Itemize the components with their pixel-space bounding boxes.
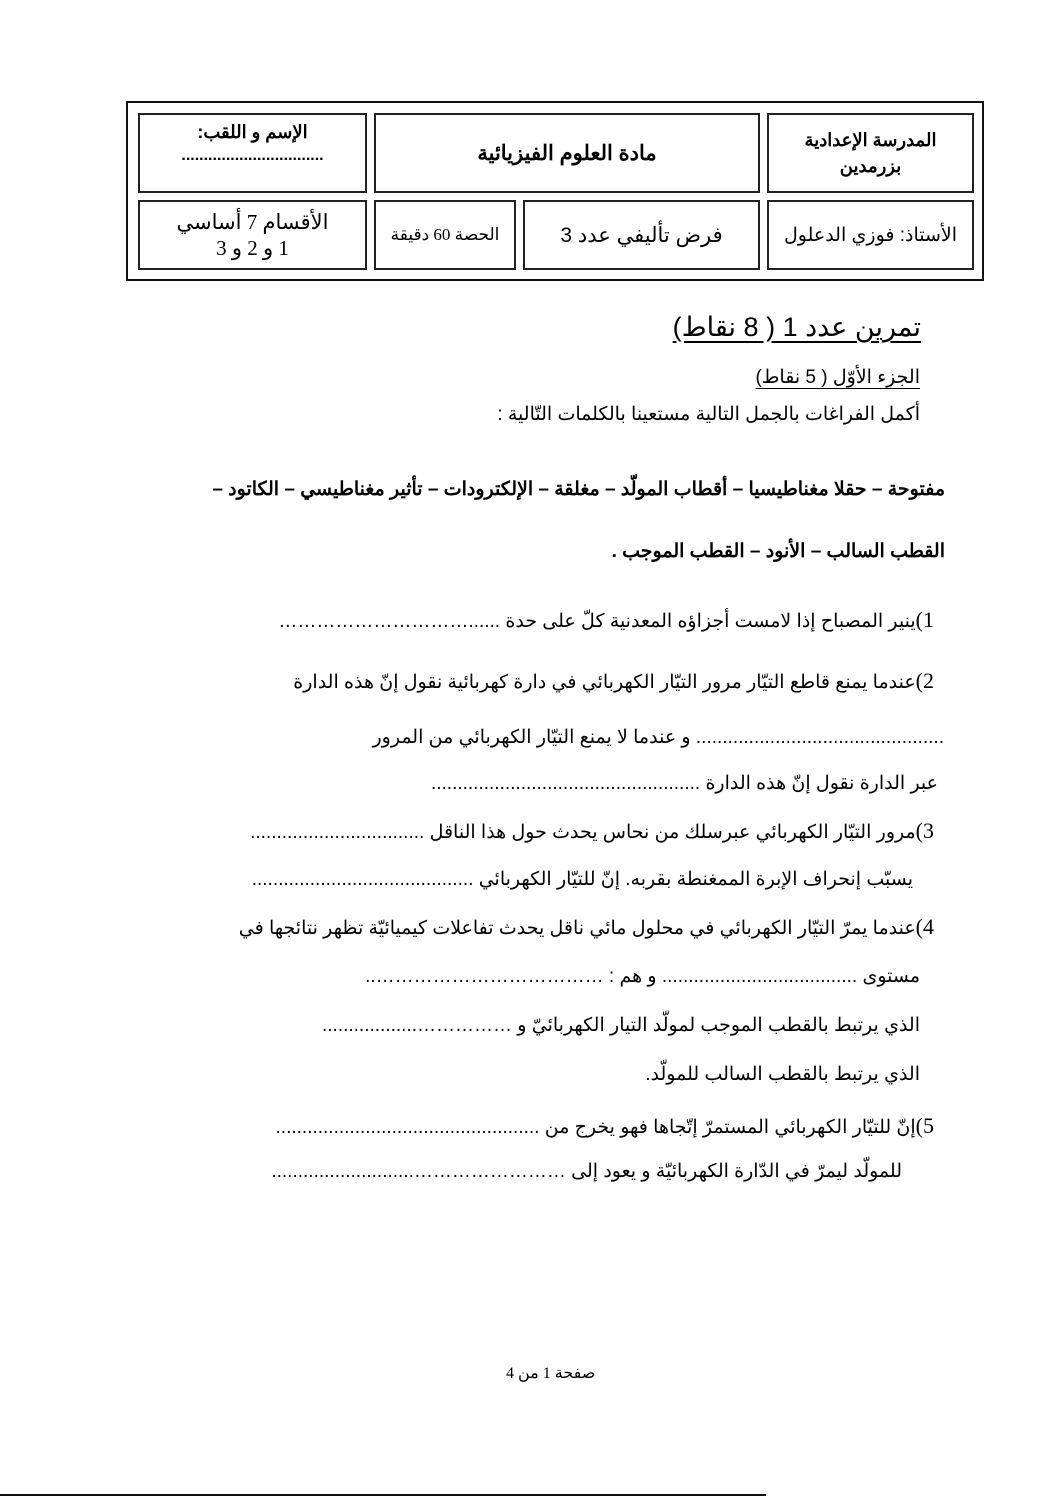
part-title: الجزء الأوّل ( 5 نقاط) (755, 367, 920, 388)
school-name: المدرسة الإعدادية (804, 130, 937, 150)
school-cell (767, 113, 974, 193)
question-number: 2) (915, 668, 934, 693)
question-3 (250, 818, 934, 844)
word-bank-line-1: مفتوحة – حقلا مغناطيسيا – أقطاب المولّد – مغلقة – الإلكترودات – تأثير مغناطيسي – الكاتود – (212, 479, 945, 500)
question-2 (293, 668, 934, 694)
exam-cell (523, 200, 760, 270)
question-3-line-2: يسبّب إنحراف الإبرة الممغنطة بقربه. إنّ للتيّار الكهربائي .......................................... (251, 869, 913, 890)
name-label: الإسم و اللقب: (197, 122, 308, 142)
teacher-name: الأستاذ: فوزي الدعلول (783, 224, 958, 246)
question-4 (239, 914, 934, 940)
question-2-line-2: ............................................... و عندما لا يمنع التيّار الكهربائي من المرور (372, 727, 944, 748)
question-text: إنّ للتيّار الكهربائي المستمرّ إتّجاها فهو يخرج من .................................................. (275, 1117, 916, 1138)
classes-line2: 1 و 2 و 3 (216, 236, 289, 260)
duration: الحصة 60 دقيقة (390, 225, 500, 244)
question-text: عندما يمنع قاطع التيّار مرور التيّار الكهربائي في دارة كهربائية نقول إنّ هذه الدارة (293, 672, 916, 693)
classes-cell (138, 200, 367, 270)
name-cell (138, 113, 367, 193)
question-number: 4) (915, 914, 934, 939)
exam-title: فرض تأليفي عدد 3 (560, 223, 723, 247)
question-2-line-3: عبر الدارة نقول إنّ هذه الدارة ................................................... (430, 773, 938, 794)
question-number: 5) (915, 1113, 934, 1138)
question-number: 3) (915, 818, 934, 843)
subject-title: مادة العلوم الفيزيائية (477, 141, 657, 165)
footer-rule (0, 1494, 766, 1496)
name-blank[interactable]: ................................ (181, 147, 324, 164)
header-table (126, 101, 984, 281)
question-4-line-3: الذي يرتبط بالقطب الموجب لمولّد التيار الكهربائيّ و …………….................. (321, 1015, 920, 1036)
question-4-line-2: مستوى ..................................... و هم : ……………………………….. (365, 966, 920, 987)
instruction: أكمل الفراغات بالجمل التالية مستعينا بالكلمات التّالية : (497, 404, 920, 425)
question-4-line-4: الذي يرتبط بالقطب السالب للمولّد. (645, 1064, 920, 1085)
word-bank-line-2: القطب السالب – الأنود – القطب الموجب . (611, 541, 945, 562)
question-text: ينير المصباح إذا لامست أجزاؤه المعدنية كلّ على حدة ......………………………… (278, 611, 916, 632)
exercise-title: تمرين عدد 1 ( 8 نقاط) (672, 312, 921, 342)
page-number: صفحة 1 من 4 (506, 1365, 596, 1382)
subject-cell (374, 113, 760, 193)
classes-line1: الأقسام 7 أساسي (176, 210, 329, 234)
question-1 (278, 607, 934, 633)
question-number: 1) (915, 607, 934, 632)
question-5-line-2: للمولّد ليمرّ في الدّارة الكهربائيّة و يعود إلى ……………………........................... (271, 1161, 902, 1182)
duration-cell (374, 200, 516, 270)
question-text: مرور التيّار الكهربائي عبرسلك من نحاس يحدث حول هذا الناقل ................................. (250, 822, 916, 843)
question-5 (276, 1113, 934, 1139)
teacher-cell (767, 200, 974, 270)
question-text: عندما يمرّ التيّار الكهربائي في محلول مائي ناقل يحدث تفاعلات كيميائيّة تظهر نتائجها في (238, 918, 916, 939)
school-town: بزرمدين (839, 156, 902, 176)
